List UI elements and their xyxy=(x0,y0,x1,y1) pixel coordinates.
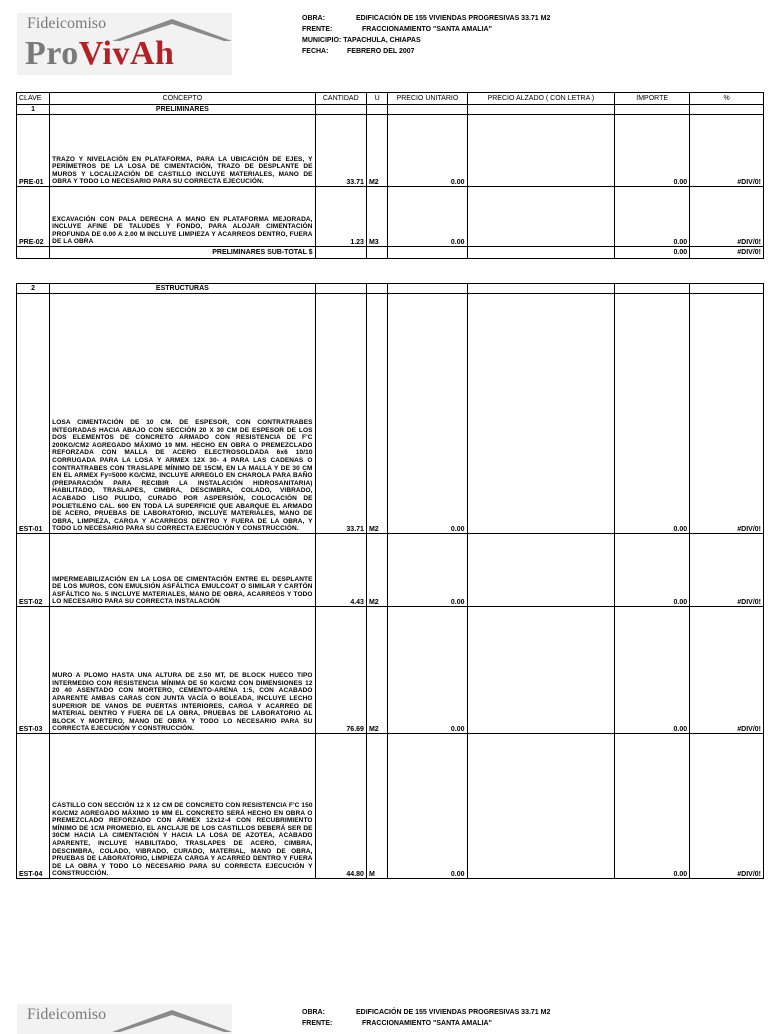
frente-row: FRENTE: FRACCIONAMIENTO "SANTA AMALIA" xyxy=(302,1020,492,1027)
fecha-value: FEBRERO DEL 2007 xyxy=(347,48,415,55)
project-info xyxy=(302,13,550,57)
table-row xyxy=(17,187,764,247)
table-row xyxy=(17,294,764,534)
item-clave: EST-04 xyxy=(17,734,50,879)
item-pct: #DIV/0! xyxy=(690,607,764,734)
col-precio-unitario: PRECIO UNITARIO xyxy=(388,93,467,105)
municipio-value: TAPACHULA, CHIAPAS xyxy=(343,37,421,44)
frente-row: FRENTE: FRACCIONAMIENTO "SANTA AMALIA" xyxy=(302,26,492,33)
item-precio-alzado xyxy=(467,607,615,734)
item-concepto: CASTILLO CON SECCIÓN 12 X 12 CM DE CONCRETO CON RESISTENCIA F'C 150 KG/CM2 AGREGADO MÁXIMO 19 MM EL CONCRETO SERÁ HECHO EN OBRA O PREMEZCLADO REFORZADO CON ARMEX 12x12-4 CON RECUBRIMIENTO MÍNIMO DE 1CM PROMEDIO, EL ANCLAJE DE LOS CASTILLOS DEBERÁ SER DE 30CM HACIA LA CIMENTACIÓN Y HACIA LA LOSA DE AZOTEA, ACABADO APARENTE, INCLUYE HABILITADO, TRASLAPES DE ACERO, CIMBRA, DESCIMBRA, COLADO, VIBRADO, CURADO, MATERIAL, MANO DE OBRA, PRUEBAS DE LABORATORIO, LIMPIEZA CARGA Y ACARREO DENTRO Y FUERA DE LA OBRA Y TODO LO NECESARIO PARA SU CORRECTA EJECUCIÓN Y CONSTRUCCIÓN. xyxy=(50,734,315,879)
item-importe: 0.00 xyxy=(615,534,690,607)
item-clave: EST-01 xyxy=(17,294,50,534)
fecha-row: FECHA: FEBRERO DEL 2007 xyxy=(302,48,415,55)
item-pct: #DIV/0! xyxy=(690,187,764,247)
item-precio-unitario: 0.00 xyxy=(388,607,467,734)
item-unidad: M2 xyxy=(366,534,387,607)
municipio-row: MUNICIPIO: TAPACHULA, CHIAPAS xyxy=(302,37,421,44)
item-precio-unitario: 0.00 xyxy=(388,734,467,879)
item-cantidad: 44.80 xyxy=(315,734,366,879)
section-title: PRELIMINARES xyxy=(50,105,315,115)
subtotal-row xyxy=(17,247,764,259)
item-pct: #DIV/0! xyxy=(690,534,764,607)
item-precio-unitario: 0.00 xyxy=(388,187,467,247)
item-importe: 0.00 xyxy=(615,115,690,187)
item-precio-alzado xyxy=(467,294,615,534)
item-concepto: EXCAVACIÓN CON PALA DERECHA A MANO EN PLATAFORMA MEJORADA, INCLUYE AFINE DE TALUDES Y FONDO, PARA ALOJAR CIMENTACIÓN PROFUNDA DE 0.00 A 2.00 M INCLUYE LIMPIEZA Y ACARREOS DENTRO, FUERA DE LA OBRA xyxy=(50,187,315,247)
frente-value: FRACCIONAMIENTO "SANTA AMALIA" xyxy=(362,26,492,33)
fideicomiso-logo-repeat xyxy=(17,1004,232,1034)
item-importe: 0.00 xyxy=(615,187,690,247)
col-u: U xyxy=(366,93,387,105)
item-precio-unitario: 0.00 xyxy=(388,294,467,534)
obra-row: OBRA: EDIFICACIÓN DE 155 VIVIENDAS PROGRESIVAS 33.71 M2 xyxy=(302,1009,551,1016)
item-importe: 0.00 xyxy=(615,607,690,734)
subtotal-label: PRELIMINARES SUB-TOTAL $ xyxy=(50,247,315,259)
item-pct: #DIV/0! xyxy=(690,734,764,879)
col-pct: % xyxy=(690,93,764,105)
item-concepto: TRAZO Y NIVELACIÓN EN PLATAFORMA, PARA LA UBICACIÓN DE EJES, Y PERÍMETROS DE LA LOSA DE CIMENTACIÓN, TRAZO DE DESPLANTE DE MUROS Y LOCALIZACIÓN DE CASTILLO INCLUYE MATERIALES, MANO DE OBRA Y TODO LO NECESARIO PARA SU CORRECTA EJECUCIÓN. xyxy=(50,115,315,187)
section-title: ESTRUCTURAS xyxy=(50,284,315,294)
item-importe: 0.00 xyxy=(615,734,690,879)
item-unidad: M2 xyxy=(366,607,387,734)
section-number: 1 xyxy=(17,105,50,115)
item-concepto: LOSA CIMENTACIÓN DE 10 CM. DE ESPESOR, CON CONTRATRABES INTEGRADAS HACIA ABAJO CON SECCIÓN 20 X 30 CM DE ESPESOR DE LOS DOS ELEMENTOS DE CONCRETO ARMADO CON RESISTENCIA DE F'C 200KG/CM2 AGREGADO MÁXIMO 19 MM. HECHO EN OBRA O PREMEZCLADO REFORZADA CON MALLA DE ACERO ELECTROSOLDADA 6x6 10/10 CORRUGADA PARA LA LOSA Y ARMEX 12X 30- 4 PARA LAS CADENAS O CONTRATRABES CON TRASLAPE MÍNIMO DE 15CM, EN LA MALLA Y DE 30 CM EN EL ARMEX Fy=5000 KG/CM2, INCLUYE ARREGLO EN CHAROLA PARA BAÑO (PREPARACIÓN PARA RECIBIR LA INSTALACIÓN HIDROSANITARIA) HABILITADO, TRASLAPES, CIMBRA, DESCIMBRA, COLADO, VIBRADO, ACABADO LISO PULIDO, CURADO POR ASPERSIÓN, COLOCACIÓN DE POLIETILENO CAL. 600 EN TODA LA SUPERFICIE QUE ABARQUE EL ARMADO DE ACERO, PRUEBAS DE LABORATORIO, INCLUYE MATERIALES, MANO DE OBRA, LIMPIEZA, CARGA Y ACARREOS DENTRO Y FUERA DE LA OBRA, Y TODO LO NECESARIO PARA SU CORRECTA EJECUCIÓN Y CONSTRUCCIÓN. xyxy=(50,294,315,534)
col-importe: IMPORTE xyxy=(615,93,690,105)
item-concepto: MURO A PLOMO HASTA UNA ALTURA DE 2.50 MT, DE BLOCK HUECO TIPO INTERMEDIO CON RESISTENCIA MÍNIMA DE 50 KG/CM2 CON DIMENSIONES 12 20 40 ASENTADO CON MORTERO, CEMENTO-ARENA 1:5, CON ACABADO APARENTE AMBAS CARAS CON JUNTA VACÍA O BOLEADA, INCLUYE LECHO SUPERIOR DE VANOS DE PUERTAS INTERIORES, CARGA Y ACARREO DE MATERIAL DENTRO Y FUERA DE LA OBRA, PRUEBAS DE LABORATORIO AL BLOCK Y MORTERO, MANO DE OBRA Y TODO LO NECESARIO PARA SU CORRECTA EJECUCIÓN Y CONSTRUCCIÓN. xyxy=(50,607,315,734)
item-cantidad: 4.43 xyxy=(315,534,366,607)
item-cantidad: 76.69 xyxy=(315,607,366,734)
item-precio-alzado xyxy=(467,734,615,879)
item-precio-unitario: 0.00 xyxy=(388,115,467,187)
item-unidad: M3 xyxy=(366,187,387,247)
col-cantidad: CANTIDAD xyxy=(315,93,366,105)
logo-wordmark: ProVivAh xyxy=(25,35,175,72)
table-row xyxy=(17,534,764,607)
roof-icon xyxy=(112,1004,232,1034)
budget-table-preliminares xyxy=(16,92,764,259)
item-precio-alzado xyxy=(467,115,615,187)
item-clave: EST-02 xyxy=(17,534,50,607)
subtotal-pct: #DIV/0! xyxy=(690,247,764,259)
obra-value: EDIFICACIÓN DE 155 VIVIENDAS PROGRESIVAS 33.71 M2 xyxy=(356,1009,551,1016)
item-cantidad: 33.71 xyxy=(315,115,366,187)
logo-line1: Fideicomiso xyxy=(27,1006,107,1023)
obra-row: OBRA: EDIFICACIÓN DE 155 VIVIENDAS PROGRESIVAS 33.71 M2 xyxy=(302,15,551,22)
table-row xyxy=(17,115,764,187)
item-importe: 0.00 xyxy=(615,294,690,534)
item-unidad: M2 xyxy=(366,115,387,187)
project-info-repeat xyxy=(302,1007,550,1029)
obra-value: EDIFICACIÓN DE 155 VIVIENDAS PROGRESIVAS 33.71 M2 xyxy=(356,15,551,22)
item-unidad: M2 xyxy=(366,294,387,534)
table-row xyxy=(17,734,764,879)
section-title-row xyxy=(17,284,764,294)
budget-table-estructuras xyxy=(16,283,764,879)
frente-value: FRACCIONAMIENTO "SANTA AMALIA" xyxy=(362,1020,492,1027)
section-number: 2 xyxy=(17,284,50,294)
table-row xyxy=(17,607,764,734)
item-precio-alzado xyxy=(467,534,615,607)
item-clave: EST-03 xyxy=(17,607,50,734)
item-clave: PRE-02 xyxy=(17,187,50,247)
col-concepto: CONCEPTO xyxy=(50,93,315,105)
section-title-row xyxy=(17,105,764,115)
item-precio-unitario: 0.00 xyxy=(388,534,467,607)
logo-line1: Fideicomiso xyxy=(27,15,107,32)
fideicomiso-provivah-logo xyxy=(17,13,232,75)
item-precio-alzado xyxy=(467,187,615,247)
item-concepto: IMPERMEABILIZACIÓN EN LA LOSA DE CIMENTACIÓN ENTRE EL DESPLANTE DE LOS MUROS, CON EMULSIÓN ASFÁLTICA EMULCOAT O SIMILAR Y CARTÓN ASFÁLTICO No. 5 INCLUYE MATERIALES, MANO DE OBRA, ACARREOS Y TODO LO NECESARIO PARA SU CORRECTA INSTALACIÓN xyxy=(50,534,315,607)
item-pct: #DIV/0! xyxy=(690,115,764,187)
item-clave: PRE-01 xyxy=(17,115,50,187)
item-cantidad: 1.23 xyxy=(315,187,366,247)
col-precio-alzado: PRECIO ALZADO ( CON LETRA ) xyxy=(467,93,615,105)
item-unidad: M xyxy=(366,734,387,879)
item-pct: #DIV/0! xyxy=(690,294,764,534)
table-header-row xyxy=(17,93,764,105)
item-cantidad: 33.71 xyxy=(315,294,366,534)
subtotal-importe: 0.00 xyxy=(615,247,690,259)
col-clave: CLAVE xyxy=(17,93,50,105)
